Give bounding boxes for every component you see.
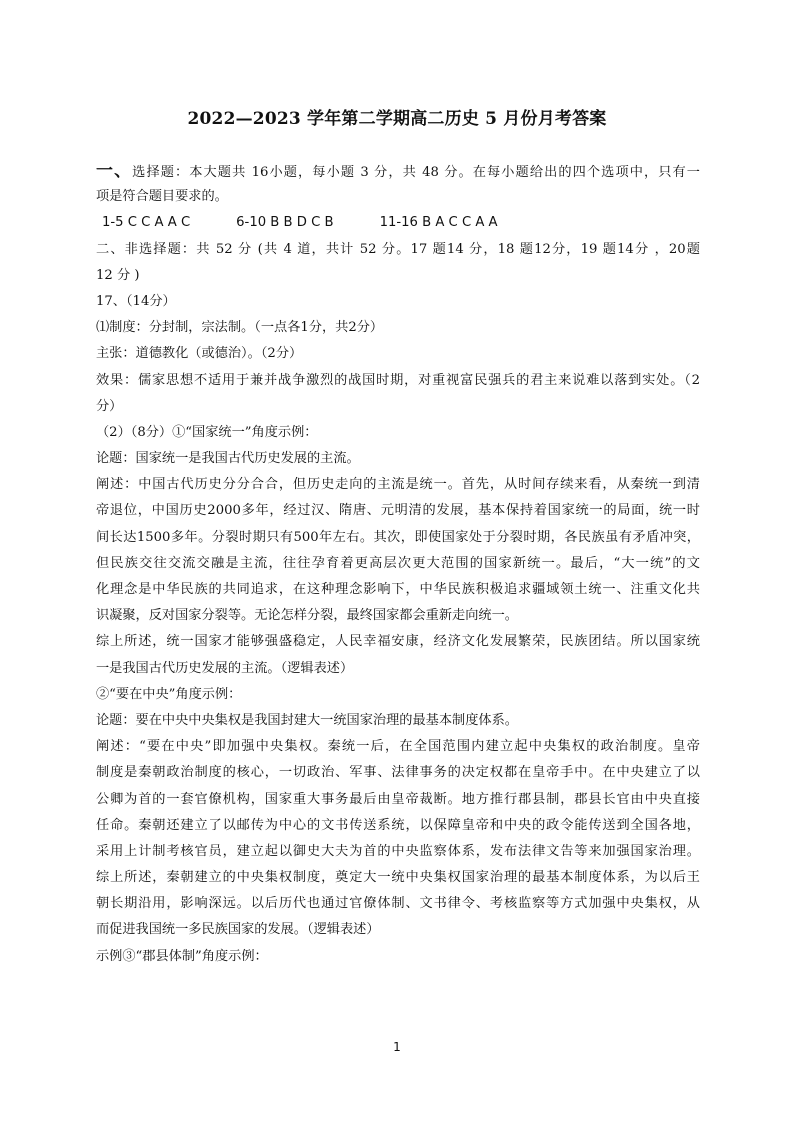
page-number: 1 [393,1040,401,1054]
summary-line: 综上所述，统一国家才能够强盛稳定，人民幸福安康，经济文化发展繁荣，民族团结。所以国家统 [96,634,700,650]
q17-part2-header2: ②“要在中央”角度示例： [96,686,242,702]
q17-thesis: 论题：国家统一是我国古代历史发展的主流。 [96,451,360,467]
q17-system: ⑴制度：分封制，宗法制。（一点各1分，共2分） [96,320,384,336]
q17-effect-line1: 效果：儒家思想不适用于兼并战争激烈的战国时期，对重视富民强兵的君主来说难以落到实处。（2 [96,372,700,388]
summary-line: 而促进我国统一多民族国家的发展。（逻辑表述） [96,922,380,938]
paragraph-line: 但民族交往交流交融是主流，往往孕育着更高层次更大范围的国家新统一。最后，“大一统”的文 [96,555,700,571]
summary-line: 综上所述，秦朝建立的中央集权制度，奠定大一统中央集权国家治理的最基本制度体系，为以后王 [96,870,700,886]
section2-line1: 二、非选择题：共 52 分 (共 4 道，共计 52 分。17 题14 分，18 题12分，19 题14分 ，20题 [96,241,700,257]
document-title: 2022—2023 学年第二学期高二历史 5 月份月考答案 [187,109,607,129]
answer-group: 6-10 B B D C B [236,215,334,231]
paragraph-line: 间长达1500多年。分裂时期只有500年左右。其次，即使国家处于分裂时期，各民族虽有矛盾冲突， [96,529,700,545]
paragraph-line: 帝退位，中国历史2000多年，经过汉、隋唐、元明清的发展，基本保持着国家统一的局面，统一时 [96,503,700,519]
summary-line: 朝长期沿用，影响深远。以后历代也通过官僚体制、文书律令、考核监察等方式加强中央集权，从 [96,896,700,912]
section1-line2: 项是符合题目要求的。 [96,189,228,205]
paragraph-line: 阐述：中国古代历史分分合合，但历史走向的主流是统一。首先，从时间存续来看，从秦统一到清 [96,477,700,493]
answer-group: 11-16 B A C C A A [379,215,498,231]
q17-effect-line2: 分） [96,398,123,414]
q17-header: 17、（14分） [96,293,176,309]
paragraph-line: 制度是秦朝政治制度的核心，一切政治、军事、法律事务的决定权都在皇帝手中。在中央建立了以 [96,765,700,781]
paragraph-line: 任命。秦朝还建立了以邮传为中心的文书传送系统，以保障皇帝和中央的政令能传送到全国各地， [96,817,700,833]
summary-line: 一是我国古代历史发展的主流。（逻辑表述） [96,660,354,676]
q17-part2-header: （2）（8分）①“国家统一”角度示例： [96,424,318,440]
paragraph-line: 识凝聚，反对国家分裂等。无论怎样分裂，最终国家都会重新走向统一。 [96,608,518,624]
paragraph-line: 采用上计制考核官员，建立起以御史大夫为首的中央监察体系，发布法律文告等来加强国家治理。 [96,843,700,859]
section1-instructions: 选择题：本大题共 16小题，每小题 3 分，共 48 分。在每小题给出的四个选项中，只有一 [132,165,700,180]
paragraph-line: 化理念是中华民族的共同追求，在这种理念影响下，中华民族积极追求疆域领土统一、注重文化共 [96,582,700,597]
paragraph-line: 公卿为首的一套官僚机构，国家重大事务最后由皇帝裁断。地方推行郡县制，郡县长官由中央直接 [96,791,700,807]
choice-answers [96,210,700,236]
q17-part2-header3: 示例③“郡县体制”角度示例： [96,948,268,964]
section1-line1 [96,158,700,184]
q17-thesis2: 论题：要在中央中央集权是我国封建大一统国家治理的最基本制度体系。 [96,712,518,728]
answer-content [96,158,700,970]
section1-marker: 一、 [96,161,133,181]
answer-group: 1-5 C C A A C [102,215,191,231]
section2-line2: 12 分 ) [96,267,140,283]
q17-proposal: 主张：道德教化（或德治）。（2分） [96,346,303,362]
paragraph-line: 阐述：“要在中央”即加强中央集权。秦统一后，在全国范围内建立起中央集权的政治制度。皇帝 [96,739,700,755]
